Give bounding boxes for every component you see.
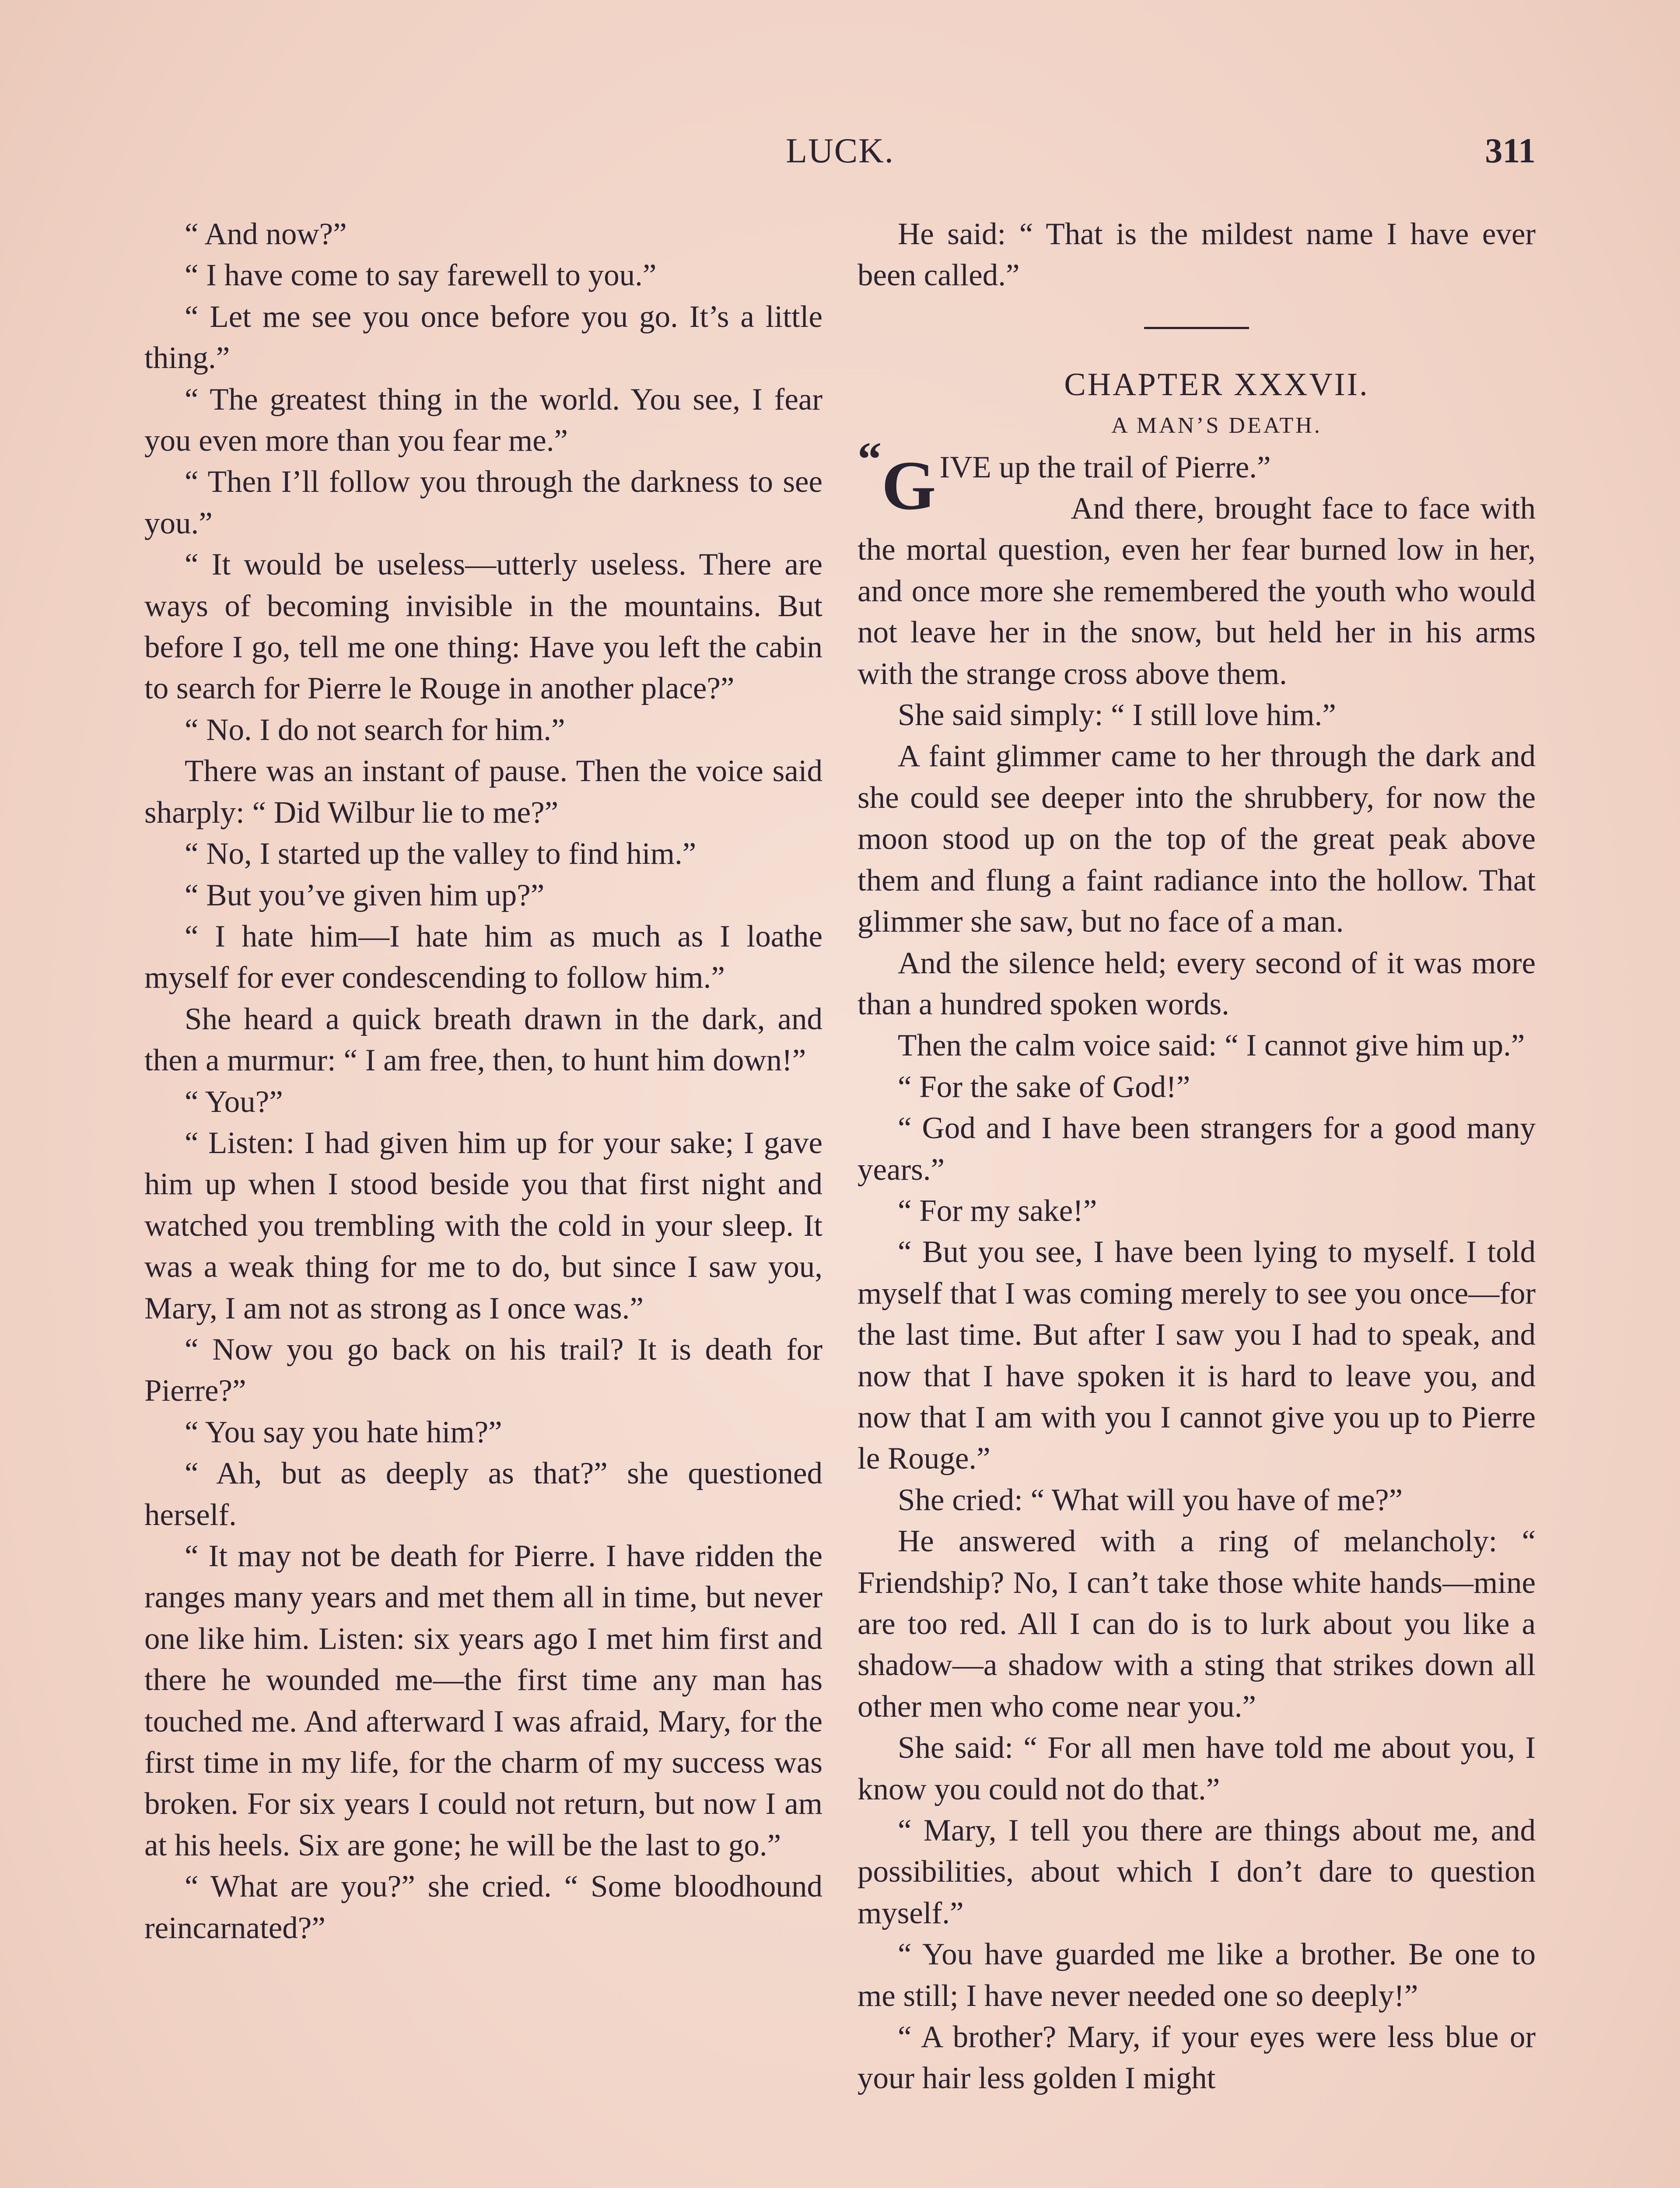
section-divider-rule (1144, 327, 1249, 329)
right-column (858, 214, 1536, 2099)
paragraph: She heard a quick breath drawn in the dark, and then a murmur: “ I am free, then, to hunt him down!” (144, 1002, 822, 1078)
running-title: LUCK. (786, 132, 894, 170)
paragraph: “ For my sake!” (898, 1193, 1097, 1228)
paragraph: “ Ah, but as deeply as that?” she questioned herself. (144, 1456, 822, 1532)
paragraph: “ I hate him—I hate him as much as I loathe myself for ever condescending to follow him.” (144, 919, 822, 995)
paragraph: “ A brother? Mary, if your eyes were less blue or your hair less golden I might (858, 2020, 1536, 2096)
paragraph: “ And now?” (185, 217, 347, 251)
paragraph: “ For the sake of God!” (898, 1069, 1190, 1104)
chapter-opening-line (858, 432, 1536, 524)
paragraph: “ No, I started up the valley to find him.” (185, 837, 696, 871)
opening-text: IVE up the trail of Pierre.” (939, 450, 1271, 484)
paragraph: He said: “ That is the mildest name I have ever been called.” (858, 217, 1536, 293)
paragraph: “ But you see, I have been lying to myself. I told myself that I was coming merely to see you once—for the last time. But after I saw you I had to speak, and now that I have spoken it is hard to leave you, and now that I am with you I cannot give you up to Pierre le Rouge.” (858, 1235, 1536, 1476)
chapter-heading: CHAPTER XXXVII. (1064, 366, 1369, 403)
paragraph: “ Then I’ll follow you through the darkness to see you.” (144, 465, 822, 540)
paragraph: “ It would be useless—utterly useless. There are ways of becoming invisible in the mountains. But before I go, tell me one thing: Have you left the cabin to search for Pierre le Rouge in another place?” (144, 547, 822, 706)
paragraph: “ But you’ve given him up?” (185, 878, 545, 912)
paragraph: She cried: “ What will you have of me?” (898, 1483, 1403, 1517)
paragraph: Then the calm voice said: “ I cannot give him up.” (898, 1028, 1525, 1063)
paragraph: There was an instant of pause. Then the voice said sharply: “ Did Wilbur lie to me?” (144, 754, 822, 830)
drop-cap (858, 432, 936, 524)
paragraph: “ I have come to say farewell to you.” (185, 258, 657, 293)
paragraph: “ Listen: I had given him up for your sake; I gave him up when I stood beside you that first night and watched you trembling with the cold in your sleep. It was a weak thing for me to do, but since I saw you, Mary, I am not as strong as I once was.” (144, 1126, 822, 1325)
drop-cap-quote: “ (858, 432, 882, 486)
paragraph: And there, brought face to face with the mortal question, even her fear burned low in her, and once more she remembered the youth who would not leave her in the snow, but held her in his arms with the strange cross above them. (858, 491, 1536, 691)
paragraph: “ You say you hate him?” (185, 1415, 502, 1449)
page-number: 311 (1485, 132, 1536, 170)
paragraph: “ You have guarded me like a brother. Be one to me still; I have never needed one so deeply!” (858, 1937, 1536, 2013)
paragraph: “ Mary, I tell you there are things about me, and possibilities, about which I don’t dare to question myself.” (858, 1813, 1536, 1930)
paragraph: “ The greatest thing in the world. You see, I fear you even more than you fear me.” (144, 382, 822, 458)
paragraph: “ God and I have been strangers for a good many years.” (858, 1111, 1536, 1187)
paragraph: “ No. I do not search for him.” (185, 712, 565, 747)
drop-cap-letter: G (882, 446, 936, 524)
chapter-subtitle: A MAN’S DEATH. (1111, 413, 1322, 438)
running-head (144, 131, 1536, 184)
paragraph: “ Let me see you once before you go. It’s a little thing.” (144, 299, 822, 375)
paragraph: “ What are you?” she cried. “ Some bloodhound reincarnated?” (144, 1869, 822, 1945)
paragraph: “ Now you go back on his trail? It is death for Pierre?” (144, 1332, 822, 1408)
paragraph: He answered with a ring of melancholy: “ Friendship? No, I can’t take those white hands—mine are too red. All I can do is to lurk about you like a shadow—a shadow with a sting that strikes down all other men who come near you.” (858, 1524, 1536, 1724)
paragraph: She said simply: “ I still love him.” (898, 698, 1336, 733)
paragraph: “ It may not be death for Pierre. I have ridden the ranges many years and met them all in time, but never one like him. Listen: six years ago I met him first and there he wounded me—the first time any man has touched me. And afterward I was afraid, Mary, for the first time in my life, for the charm of my success was broken. For six years I could not return, but now I am at his heels. Six are gone; he will be the last to go.” (144, 1539, 822, 1862)
paragraph: A faint glimmer came to her through the dark and she could see deeper into the shrubbery, for now the moon stood up on the top of the great peak above them and flung a faint radiance into the hollow. That glimmer she saw, but no face of a man. (858, 739, 1536, 939)
paragraph: And the silence held; every second of it was more than a hundred spoken words. (858, 946, 1536, 1021)
left-column (144, 214, 822, 1949)
paragraph: She said: “ For all men have told me about you, I know you could not do that.” (858, 1731, 1536, 1806)
paragraph: “ You?” (185, 1084, 283, 1119)
